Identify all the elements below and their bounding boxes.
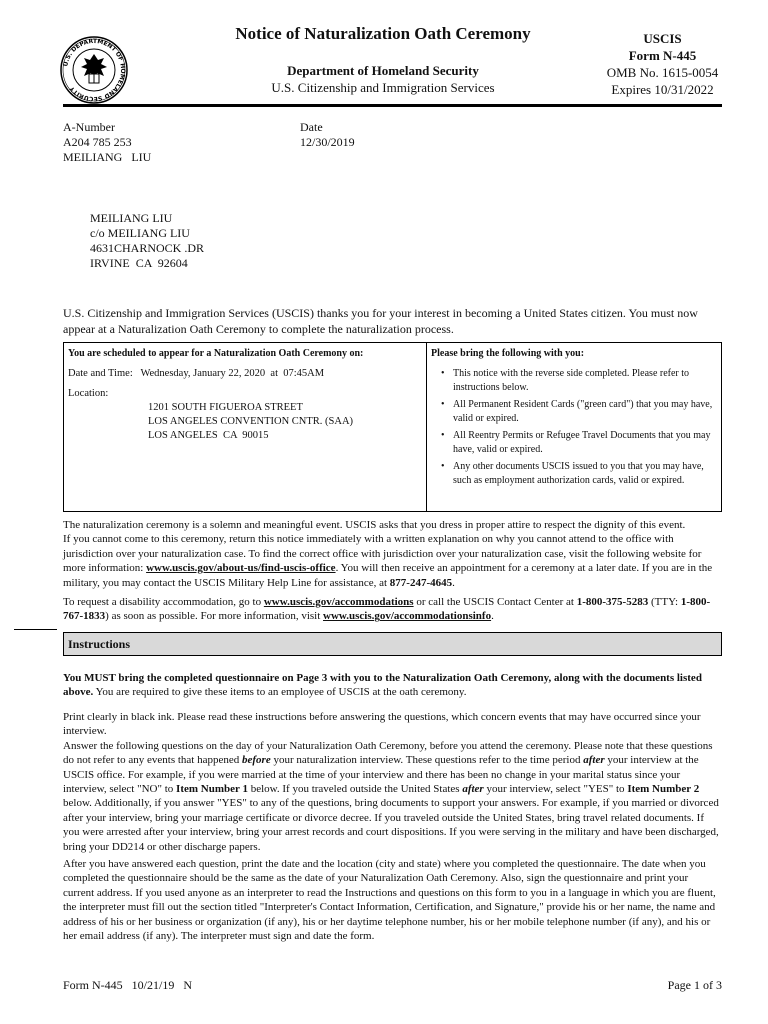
tty-phone: 1-800-767-1833 xyxy=(63,596,711,623)
footer-form-id: Form N-445 10/21/19 N xyxy=(63,978,192,992)
date-value: 12/30/2019 xyxy=(300,135,355,149)
date-label: Date xyxy=(300,120,323,134)
mailing-address xyxy=(90,211,204,271)
list-item: • This notice with the reverse side completed. Please refer to instructions below. xyxy=(453,367,715,395)
omb-number: OMB No. 1615-0054 xyxy=(606,65,719,80)
page-title: Notice of Naturalization Oath Ceremony xyxy=(235,24,531,43)
military-phone: 877-247-4645 xyxy=(389,576,453,589)
schedule-heading: You are scheduled to appear for a Naturalization Oath Ceremony on: xyxy=(68,348,364,359)
applicant-name: MEILIANG LIU xyxy=(63,150,152,164)
find-office-link[interactable]: www.uscis.gov/about-us/find-uscis-office xyxy=(146,562,336,575)
print-note: Print clearly in black ink. Please read these instructions before answering the questions, which concern events that may have occurred since your interview. xyxy=(63,711,701,738)
datetime-label: Date and Time: xyxy=(68,368,133,379)
a-number-value: A204 785 253 xyxy=(63,135,132,149)
bring-heading: Please bring the following with you: xyxy=(431,348,585,359)
must-bring-paragraph: You MUST bring the completed questionnaire on Page 3 with you to the Naturalization Oath Ceremony, along with the documents listed above. You are required to give these items to an employee of USCIS at the oath ceremony. xyxy=(63,672,702,699)
disability-paragraph: To request a disability accommodation, go to www.uscis.gov/accommodations or call the USCIS Contact Center at 1-800-375-5283 (TTY: 1-800-767-1833) as soon as possible. For more information, visit www.uscis.gov/accommodationsinfo. xyxy=(63,596,711,623)
form-agency: USCIS xyxy=(643,31,682,46)
instructions-title: Instructions xyxy=(68,637,131,651)
agency-name: U.S. Citizenship and Immigration Services xyxy=(271,80,495,95)
applicant-block xyxy=(63,120,151,165)
attire-note: The naturalization ceremony is a solemn and meaningful event. USCIS asks that you dress in proper attire to respect the dignity of this event. xyxy=(63,519,686,531)
list-item: • Any other documents USCIS issued to you that you may have, such as employment authorization cards, valid or expired. xyxy=(453,460,715,488)
location-label: Location: xyxy=(68,388,109,399)
answer-note: Answer the following questions on the day of your Naturalization Oath Ceremony, before you attend the ceremony. Please note that these questions do not refer to any events that happened before your naturalization interview. These questions refer to the time period after your interview at the USCIS office. For example, if you were married at the time of your interview and there has been no change in your marital status since your interview, select "NO" to Item Number 1 below. If you traveled outside the United States after your interview, select "YES" to Item Number 2 below. Additionally, if you answer "YES" to any of the questions, bring documents to support your answers. For example, if you married or divorced after your interview, bring your marriage certificate or divorce decree. If you traveled outside the United States, bring travel related documents. If you were arrested after your interview, bring your arrest records and court dispositions. If you were serving in the military and have been discharged, bring your DD214 or other discharge papers. xyxy=(63,739,719,853)
address-line: 4631CHARNOCK .DR xyxy=(90,241,205,255)
list-item: • All Permanent Resident Cards ("green card") that you may have, valid or expired. xyxy=(453,398,715,426)
svg-text:U.S. DEPARTMENT OF HOMELAND SE: U.S. DEPARTMENT OF HOMELAND SECURITY xyxy=(62,37,127,103)
list-item: • All Reentry Permits or Refugee Travel Documents that you may have, valid or expired. xyxy=(453,429,715,457)
footer-page-number: Page 1 of 3 xyxy=(667,978,722,992)
accommodations-link[interactable]: www.uscis.gov/accommodations xyxy=(263,596,414,608)
schedule-box xyxy=(63,342,722,512)
form-expiration: Expires 10/31/2022 xyxy=(611,82,714,97)
address-line: MEILIANG LIU xyxy=(90,211,173,225)
margin-rule xyxy=(14,629,57,630)
dhs-seal xyxy=(60,36,128,104)
intro-paragraph: U.S. Citizenship and Immigration Services (USCIS) thanks you for your interest in becoming a United States citizen. You must now appear at a Naturalization Oath Ceremony to complete the naturalization process. xyxy=(63,306,698,336)
a-number-label: A-Number xyxy=(63,120,115,134)
after-answered-paragraph: After you have answered each question, print the date and the location (city and state) where you completed the questionnaire. The date when you completed the questionnaire should be the same as the date of your Naturalization Oath Ceremony. Also, sign the questionnaire and print your current address. If you used anyone as an interpreter to read the Instructions and questions on this form to you in a language in which you are fluent, the interpreter must fill out the section titled "Interpreter's Contact Information, Certification, and Signature," provide his or her name, the name and address of his or her business or organization (if any), his or her daytime telephone number, his or her mobile telephone number (if any), and his or her email address (if any). The interpreter must sign and date the form. xyxy=(63,858,716,943)
address-line: IRVINE CA 92604 xyxy=(90,256,188,270)
ceremony-paragraph xyxy=(63,518,722,590)
form-number: Form N-445 xyxy=(628,48,697,63)
form-identifier xyxy=(595,30,730,98)
bring-list xyxy=(431,367,715,491)
accommodations-info-link[interactable]: www.uscis.gov/accommodationsinfo xyxy=(323,610,492,623)
reschedule-note: If you cannot come to this ceremony, return this notice immediately with a written explanation on why you cannot attend to the office with jurisdiction over your naturalization case. To find the correct office with jurisdiction over your naturalization case, visit the following website for more information: www.uscis.gov/about-us/find-uscis-office. You will then receive an appointment for a ceremony at a later date. If you are in the military, you may contact the USCIS Military Help Line for assistance, at 877-247-4645. xyxy=(63,533,713,589)
schedule-panel xyxy=(64,343,427,511)
address-line: c/o MEILIANG LIU xyxy=(90,226,190,240)
instructions-header xyxy=(63,632,722,656)
contact-phone: 1-800-375-5283 xyxy=(576,596,649,608)
location-line: LOS ANGELES CONVENTION CNTR. (SAA) xyxy=(148,416,354,427)
header-rule xyxy=(63,104,722,107)
department-name: Department of Homeland Security xyxy=(287,63,479,78)
location-line: LOS ANGELES CA 90015 xyxy=(148,430,269,441)
bring-panel xyxy=(427,343,721,511)
datetime-value: Wednesday, January 22, 2020 at 07:45AM xyxy=(140,368,325,379)
location-address xyxy=(148,401,353,443)
answer-instructions xyxy=(63,710,722,854)
schedule-datetime xyxy=(68,367,324,381)
location-line: 1201 SOUTH FIGUEROA STREET xyxy=(148,402,303,413)
notice-date-block xyxy=(300,120,355,150)
